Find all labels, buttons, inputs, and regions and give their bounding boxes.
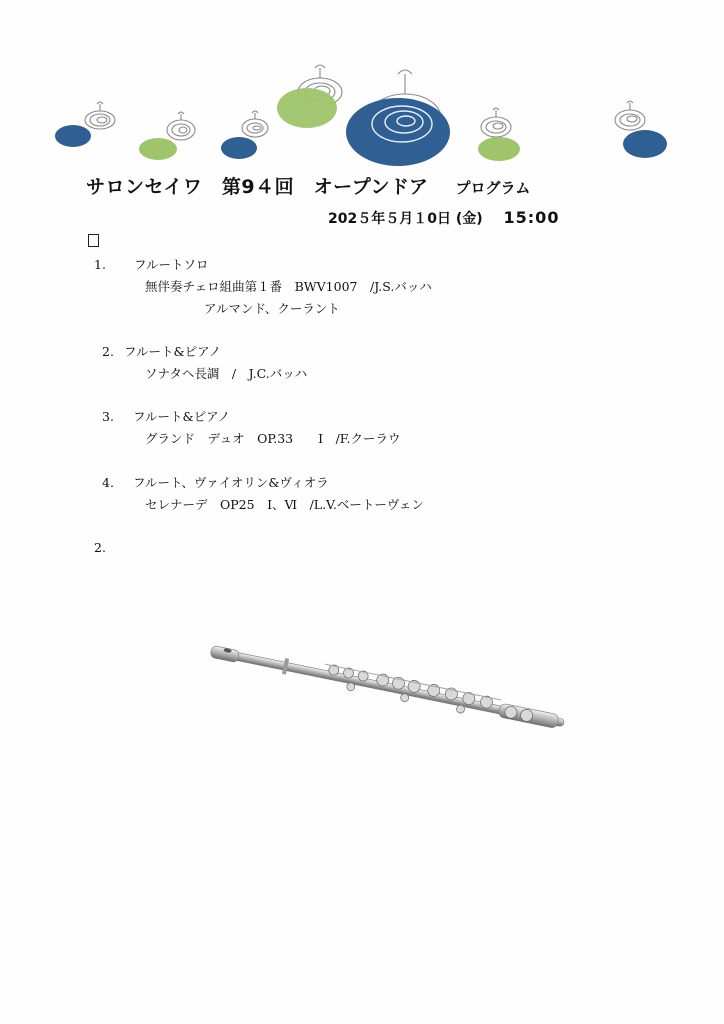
- program-item-number: 2.: [102, 344, 114, 359]
- ornament-spiral-3: [242, 111, 268, 137]
- placeholder-box: [88, 234, 99, 247]
- program-item-2-header: [102, 342, 221, 360]
- ornament-spiral-6: [481, 108, 511, 137]
- program-item-2-piece: ソナタヘ長調 / J.C.バッハ: [145, 366, 308, 381]
- program-item-4-header: [102, 473, 329, 491]
- ornament-spiral-7: [615, 101, 645, 130]
- green-oval-3: [478, 137, 520, 161]
- program-item-1-header: [94, 255, 209, 273]
- program-item-number: 1.: [94, 257, 106, 272]
- ornament-banner: [0, 0, 724, 170]
- program-item-performers: フルートソロ: [133, 257, 209, 272]
- green-oval-1: [139, 138, 177, 160]
- green-oval-2: [277, 88, 337, 128]
- page-subtitle: プログラム: [455, 179, 531, 197]
- navy-oval-1: [55, 125, 91, 147]
- flute-photo: [205, 640, 575, 755]
- program-item-4-piece: セレナーデ OP25 Ⅰ、Ⅵ /L.V.ベートーヴェン: [145, 497, 424, 512]
- navy-oval-2: [221, 137, 257, 159]
- program-item-performers: フルート&ピアノ: [132, 409, 231, 424]
- program-item-3-piece: グランド デュオ OP.33 Ⅰ /F.クーラウ: [145, 431, 401, 446]
- navy-oval-4: [623, 130, 667, 158]
- ornament-spiral-1: [85, 102, 115, 129]
- event-date: 202５年５月１0日 (金): [328, 211, 483, 227]
- program-item-3-header: [102, 407, 230, 425]
- program-item-number: 4.: [102, 475, 114, 490]
- program-item-number: 3.: [102, 409, 114, 424]
- trailing-list-number: 2.: [94, 540, 106, 555]
- program-item-1-movements: アルマンド、クーラント: [204, 301, 340, 316]
- title-row: [86, 172, 530, 199]
- event-time: 15:00: [503, 208, 560, 227]
- date-row: [328, 208, 559, 228]
- page-title: サロンセイワ 第9４回 オープンドア: [86, 176, 429, 198]
- program-item-1-piece: 無伴奏チェロ組曲第１番 BWV1007 /J.S.バッハ: [145, 279, 432, 294]
- ornament-spiral-2: [167, 112, 195, 140]
- program-item-performers: フルート、ヴァイオリン&ヴィオラ: [132, 475, 329, 490]
- program-item-performers: フルート&ピアノ: [123, 344, 222, 359]
